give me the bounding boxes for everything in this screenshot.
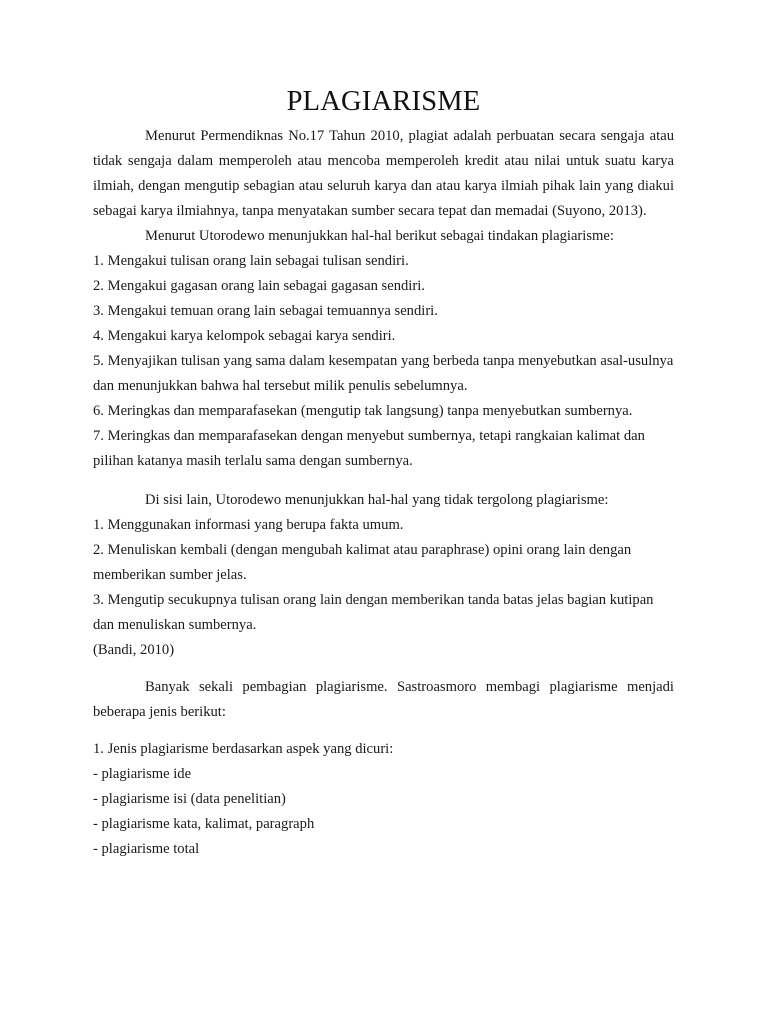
intro-paragraph: Menurut Permendiknas No.17 Tahun 2010, plagiat adalah perbuatan secara sengaja atau tidak sengaja dalam memperoleh atau mencoba memperoleh kredit atau nilai untuk suatu karya ilmiah, dengan mengutip sebagian atau seluruh karya dan atau karya ilmiah pihak lain yang diakui sebagai karya ilmiahnya, tanpa menyatakan sumber secara tepat dan memadai (Suyono, 2013). [93, 128, 674, 219]
document-page [93, 80, 674, 862]
list-item: - plagiarisme total [93, 841, 200, 857]
section3-paragraph: Banyak sekali pembagian plagiarisme. Sastroasmoro membagi plagiarisme menjadi beberapa jenis berikut: [93, 679, 674, 720]
spacer [93, 663, 674, 675]
list-item: 1. Menggunakan informasi yang berupa fakta umum. [93, 517, 404, 533]
list-item: 1. Mengakui tulisan orang lain sebagai tulisan sendiri. [93, 253, 409, 269]
list-item: 2. Menuliskan kembali (dengan mengubah kalimat atau paraphrase) opini orang lain dengan memberikan sumber jelas. [93, 542, 632, 583]
list-item: - plagiarisme kata, kalimat, paragraph [93, 816, 315, 832]
list-item: - plagiarisme ide [93, 766, 192, 782]
plagiarism-acts-list [93, 249, 674, 474]
list-item: 4. Mengakui karya kelompok sebagai karya sendiri. [93, 328, 396, 344]
list-item: 6. Meringkas dan memparafasekan (mengutip tak langsung) tanpa menyebutkan sumbernya. [93, 403, 633, 419]
list-item: 3. Mengakui temuan orang lain sebagai temuannya sendiri. [93, 303, 438, 319]
non-plagiarism-list [93, 513, 674, 638]
list-item: 2. Mengakui gagasan orang lain sebagai gagasan sendiri. [93, 278, 425, 294]
section2-lead: Di sisi lain, Utorodewo menunjukkan hal-hal yang tidak tergolong plagiarisme: [145, 492, 609, 508]
citation: (Bandi, 2010) [93, 642, 175, 658]
section4-heading: 1. Jenis plagiarisme berdasarkan aspek yang dicuri: [93, 741, 394, 757]
spacer [93, 725, 674, 737]
list-item: - plagiarisme isi (data penelitian) [93, 791, 286, 807]
section1-lead: Menurut Utorodewo menunjukkan hal-hal berikut sebagai tindakan plagiarisme: [145, 228, 614, 244]
page-title: PLAGIARISME [286, 86, 481, 117]
list-item: 3. Mengutip secukupnya tulisan orang lain dengan memberikan tanda batas jelas bagian kutipan dan menuliskan sumbernya. [93, 592, 654, 633]
plagiarism-types-list [93, 762, 674, 862]
spacer [93, 474, 674, 488]
list-item: 5. Menyajikan tulisan yang sama dalam kesempatan yang berbeda tanpa menyebutkan asal-usulnya dan menunjukkan bahwa hal tersebut milik penulis sebelumnya. [93, 353, 674, 394]
list-item: 7. Meringkas dan memparafasekan dengan menyebut sumbernya, tetapi rangkaian kalimat dan pilihan katanya masih terlalu sama dengan sumbernya. [93, 428, 645, 469]
